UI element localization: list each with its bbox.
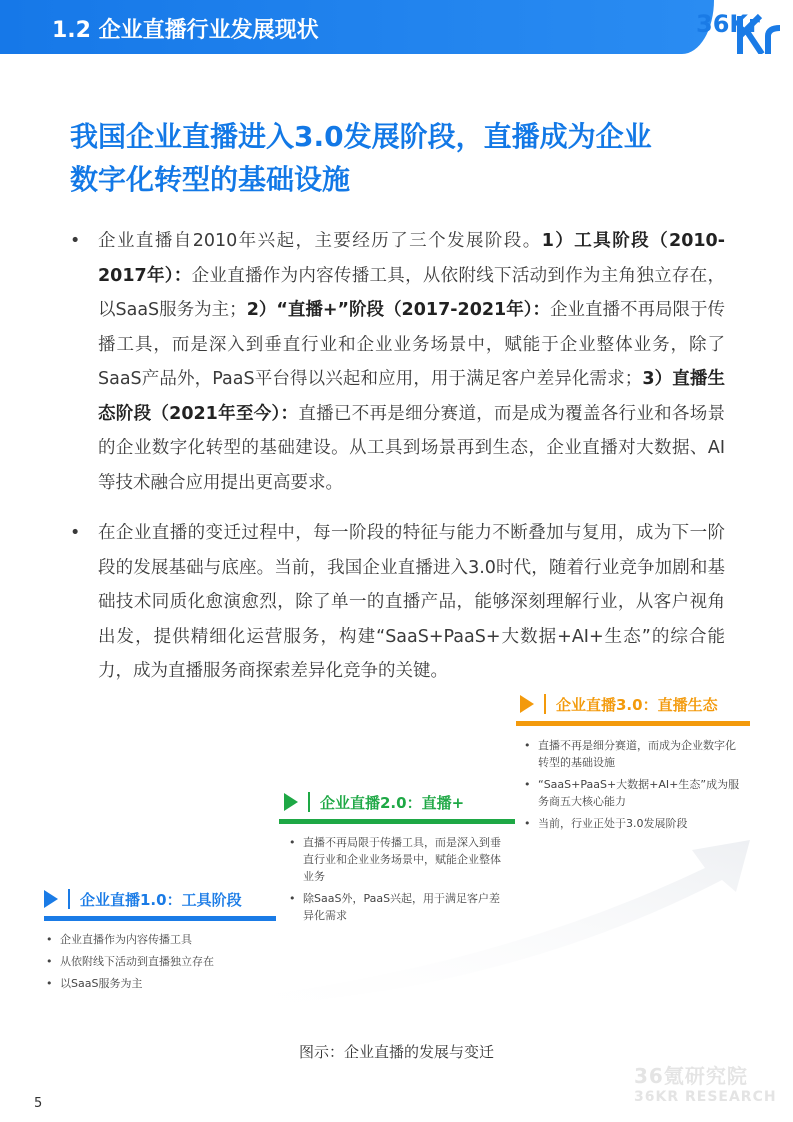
bullet-paragraph-2 [70, 516, 725, 689]
stage-2-label: 企业直播2.0：直播+ [320, 793, 465, 812]
header-bar [0, 0, 714, 54]
list-item: • 以SaaS服务为主 [44, 975, 284, 992]
stage-diagram [0, 680, 793, 1010]
heading-line-1: 我国企业直播进入3.0发展阶段，直播成为企业 [70, 120, 652, 153]
bullet-paragraph-1 [70, 224, 725, 500]
main-heading [70, 115, 750, 201]
bullet-2-text: 在企业直播的变迁过程中，每一阶段的特征与能力不断叠加与复用，成为下一阶段的发展基础与底座。当前，我国企业直播进入3.0时代，随着行业竞争加剧和基础技术同质化愈演愈烈，除了单一的直播产品，能够深刻理解行业，从客户视角出发，提供精细化运营服务，构建“SaaS+PaaS+大数据+AI+生态”的综合能力，成为直播服务商探索差异化竞争的关键。 [98, 523, 725, 681]
bullet-marker: • [70, 231, 81, 251]
stage-1-underline [44, 916, 276, 921]
bullet-1-text-b: 企业直播作为内容传播工具，从依附线下活动到作为主角独立存在，以SaaS服务为主； [98, 265, 725, 320]
bullet-1-stage-2: 2）“直播+”阶段（2017-2021年）： [246, 300, 550, 320]
bullet-1-stage-3: 3）直播生态阶段（2021年至今）： [98, 369, 725, 424]
play-icon [284, 793, 298, 811]
bullet-marker: • [70, 523, 81, 543]
bullet-1-stage-1: 1）工具阶段（2010-2017年）： [98, 231, 725, 286]
bullet-1-text-d: 直播已不再是细分赛道，而是成为覆盖各行业和各场景的企业数字化转型的基础建设。从工具到场景再到生态，企业直播对大数据、AI等技术融合应用提出更高要求。 [98, 403, 725, 493]
body-bullets [70, 224, 725, 689]
list-item: • “SaaS+PaaS+大数据+AI+生态”成为服务商五大核心能力 [522, 776, 744, 810]
divider [68, 889, 70, 909]
stage-3-header [520, 689, 718, 719]
list-item: • 从依附线下活动到直播独立存在 [44, 953, 284, 970]
figure-caption: 图示：企业直播的发展与变迁 [298, 1043, 494, 1061]
stage-3-underline [516, 721, 750, 726]
stage-1-header [44, 884, 242, 914]
section-title: 1.2 企业直播行业发展现状 [52, 18, 319, 43]
divider [308, 792, 310, 812]
watermark-en: 36KR RESEARCH [634, 1089, 777, 1105]
play-icon [520, 695, 534, 713]
stage-1-items [44, 931, 284, 997]
36kr-logo [690, 2, 790, 54]
list-item: • 企业直播作为内容传播工具 [44, 931, 284, 948]
stage-2-underline [279, 819, 515, 824]
stage-2-header [284, 787, 464, 817]
list-item: • 直播不再是细分赛道，而成为企业数字化转型的基础设施 [522, 737, 744, 771]
watermark-cn: 36氪研究院 [634, 1064, 748, 1088]
stage-2-items [287, 834, 505, 929]
bullet-1-text-a: 企业直播自2010年兴起，主要经历了三个发展阶段。 [98, 231, 542, 251]
bullet-1-text-c: 企业直播不再局限于传播工具，而是深入到垂直行业和企业业务场景中，赋能于企业整体业务，除了SaaS产品外，PaaS平台得以兴起和应用，用于满足客户差异化需求； [98, 300, 725, 389]
svg-text:36Kr: 36Kr [696, 10, 760, 38]
list-item: • 直播不再局限于传播工具，而是深入到垂直行业和企业业务场景中，赋能企业整体业务 [287, 834, 505, 885]
heading-line-2: 数字化转型的基础设施 [70, 163, 351, 196]
page-number: 5 [34, 1096, 43, 1111]
stage-3-items [522, 737, 744, 837]
divider [544, 694, 546, 714]
play-icon [44, 890, 58, 908]
list-item: • 当前，行业正处于3.0发展阶段 [522, 815, 744, 832]
list-item: • 除SaaS外，PaaS兴起，用于满足客户差异化需求 [287, 890, 505, 924]
stage-1-label: 企业直播1.0：工具阶段 [80, 890, 242, 909]
stage-3-label: 企业直播3.0：直播生态 [556, 695, 718, 714]
